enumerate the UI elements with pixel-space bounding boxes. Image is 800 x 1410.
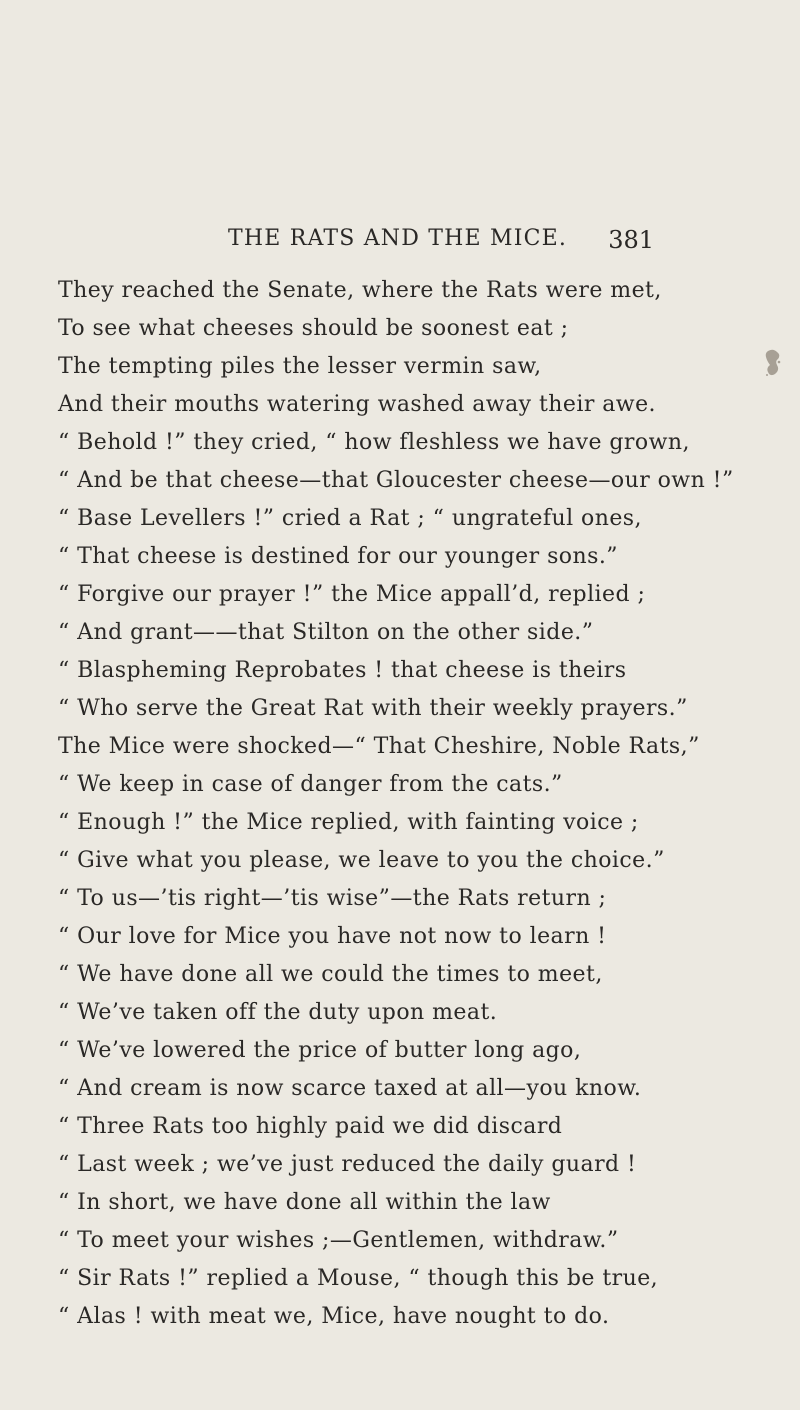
poem-line: The tempting piles the lesser vermin saw, [58,354,542,379]
poem-line: “ Blaspheming Reprobates ! that cheese is theirs [58,658,627,683]
poem-line: “ In short, we have done all within the law [58,1190,551,1215]
poem-line: “ We have done all we could the times to meet, [58,962,603,987]
poem-line: “ To us—’tis right—’tis wise”—the Rats return ; [58,886,607,911]
poem-line: “ Who serve the Great Rat with their weekly prayers.” [58,696,688,721]
poem-line: They reached the Senate, where the Rats were met, [58,278,662,303]
poem-line: “ That cheese is destined for our younger sons.” [58,544,618,569]
running-title: THE RATS AND THE MICE. [228,226,568,251]
poem-line: “ Give what you please, we leave to you the choice.” [58,848,665,873]
poem-line: “ Enough !” the Mice replied, with fainting voice ; [58,810,639,835]
poem-line: “ And be that cheese—that Gloucester cheese—our own !” [58,468,734,493]
poem-line: “ Our love for Mice you have not now to learn ! [58,924,607,949]
page-number: 381 [608,226,654,254]
poem-line: “ We keep in case of danger from the cats.” [58,772,563,797]
poem-line: “ Sir Rats !” replied a Mouse, “ though this be true, [58,1266,659,1291]
poem-line: “ And grant——that Stilton on the other side.” [58,620,594,645]
ink-blot-mark [764,348,782,378]
poem-line: “ Base Levellers !” cried a Rat ; “ ungrateful ones, [58,506,642,531]
poem-line: And their mouths watering washed away their awe. [58,392,657,417]
poem-line: “ Alas ! with meat we, Mice, have nought to do. [58,1304,610,1329]
poem-line: “ We’ve lowered the price of butter long ago, [58,1038,582,1063]
poem-line: To see what cheeses should be soonest eat ; [58,316,569,341]
poem-line: The Mice were shocked—“ That Cheshire, Noble Rats,” [58,734,700,759]
poem-line: “ Last week ; we’ve just reduced the daily guard ! [58,1152,637,1177]
poem-line: “ Three Rats too highly paid we did discard [58,1114,563,1139]
poem-line: “ Behold !” they cried, “ how fleshless we have grown, [58,430,690,455]
poem-line: “ And cream is now scarce taxed at all—you know. [58,1076,642,1101]
poem-line: “ To meet your wishes ;—Gentlemen, withdraw.” [58,1228,619,1253]
poem-line: “ Forgive our prayer !” the Mice appall’d, replied ; [58,582,646,607]
poem-line: “ We’ve taken off the duty upon meat. [58,1000,498,1025]
